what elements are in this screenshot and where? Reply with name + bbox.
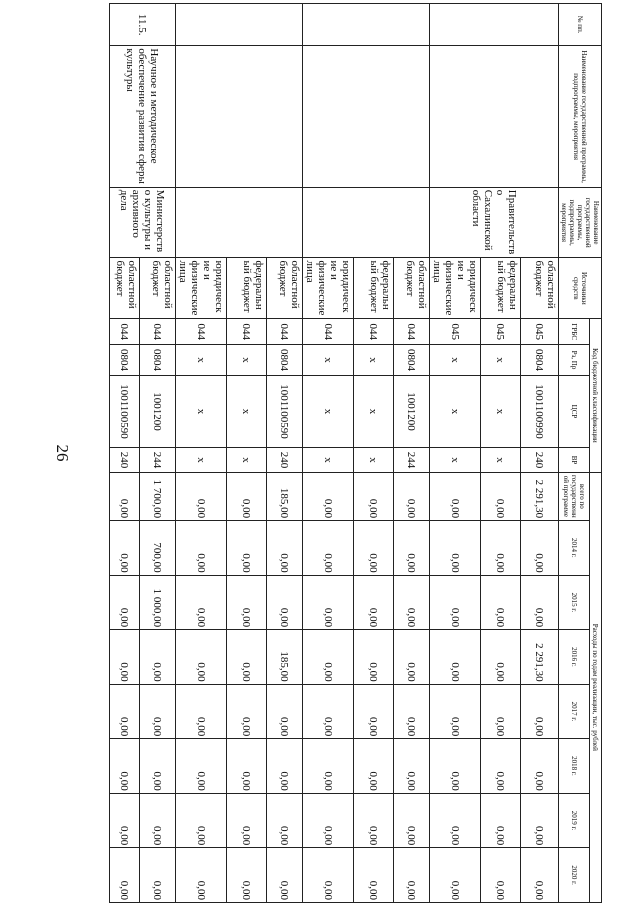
total-cell: 0,00 <box>176 472 227 520</box>
year-value-cell: 0,00 <box>303 521 354 576</box>
vr-cell: 244 <box>394 448 430 472</box>
year-value-cell: 0,00 <box>227 739 267 794</box>
row-number-cell <box>430 4 559 46</box>
budget-table <box>109 3 602 903</box>
vr-cell: x <box>176 448 227 472</box>
year-value-cell: 0,00 <box>394 684 430 739</box>
year-value-cell: 0,00 <box>481 793 521 848</box>
total-cell: 0,00 <box>227 472 267 520</box>
executor-cell <box>176 187 303 258</box>
source-cell: федеральный бюджет <box>227 258 267 319</box>
year-value-cell: 0,00 <box>481 521 521 576</box>
csr-cell: x <box>354 375 394 448</box>
vr-cell: 240 <box>521 448 559 472</box>
year-value-cell: 0,00 <box>354 575 394 630</box>
year-value-cell: 0,00 <box>303 684 354 739</box>
year-value-cell: 0,00 <box>354 630 394 685</box>
total-cell: 0,00 <box>430 472 481 520</box>
year-value-cell: 0,00 <box>430 630 481 685</box>
year-value-cell: 0,00 <box>140 793 176 848</box>
year-value-cell: 0,00 <box>430 575 481 630</box>
grbs-cell: 044 <box>267 319 303 345</box>
rzpr-cell: 0804 <box>140 345 176 375</box>
source-cell: областной бюджет <box>394 258 430 319</box>
header-year: 2015 г. <box>559 575 590 630</box>
measure-name-cell: Научное и методическое обеспечение развития сферы культуры <box>110 46 176 187</box>
rotated-table-container <box>82 3 602 903</box>
page-number: 26 <box>53 444 72 462</box>
year-value-cell: 0,00 <box>303 575 354 630</box>
year-value-cell: 0,00 <box>354 793 394 848</box>
year-value-cell: 0,00 <box>303 739 354 794</box>
measure-name-cell <box>430 46 559 187</box>
year-value-cell: 0,00 <box>227 793 267 848</box>
year-value-cell: 0,00 <box>394 575 430 630</box>
year-value-cell: 0,00 <box>481 848 521 903</box>
header-csr: ЦСР <box>559 375 590 448</box>
year-value-cell: 0,00 <box>481 575 521 630</box>
year-value-cell: 0,00 <box>267 521 303 576</box>
vr-cell: x <box>354 448 394 472</box>
table-row <box>521 4 559 903</box>
executor-cell: Министерство культуры и архивного дела <box>110 187 176 258</box>
total-cell: 0,00 <box>303 472 354 520</box>
year-value-cell: 0,00 <box>481 739 521 794</box>
grbs-cell: 044 <box>227 319 267 345</box>
rzpr-cell: x <box>227 345 267 375</box>
header-row-1 <box>589 4 601 903</box>
source-cell: юридические и физические лица <box>430 258 481 319</box>
year-value-cell: 0,00 <box>110 630 140 685</box>
csr-cell: 1001100990 <box>521 375 559 448</box>
year-value-cell: 0,00 <box>110 684 140 739</box>
grbs-cell: 044 <box>110 319 140 345</box>
total-cell: 0,00 <box>354 472 394 520</box>
year-value-cell: 0,00 <box>354 521 394 576</box>
source-cell: областной бюджет <box>521 258 559 319</box>
year-value-cell: 0,00 <box>430 521 481 576</box>
year-value-cell: 0,00 <box>227 575 267 630</box>
year-value-cell: 0,00 <box>140 630 176 685</box>
rzpr-cell: 0804 <box>110 345 140 375</box>
year-value-cell: 0,00 <box>521 684 559 739</box>
grbs-cell: 045 <box>481 319 521 345</box>
source-cell: юридические и физические лица <box>176 258 227 319</box>
year-value-cell: 0,00 <box>354 739 394 794</box>
year-value-cell: 0,00 <box>430 684 481 739</box>
grbs-cell: 044 <box>303 319 354 345</box>
year-value-cell: 0,00 <box>176 521 227 576</box>
year-value-cell: 0,00 <box>110 521 140 576</box>
year-value-cell: 0,00 <box>176 848 227 903</box>
csr-cell: 1001200 <box>140 375 176 448</box>
year-value-cell: 0,00 <box>176 575 227 630</box>
rzpr-cell: x <box>430 345 481 375</box>
total-cell: 0,00 <box>110 472 140 520</box>
year-value-cell: 0,00 <box>430 793 481 848</box>
year-value-cell: 0,00 <box>267 575 303 630</box>
year-value-cell: 0,00 <box>110 739 140 794</box>
rzpr-cell: x <box>481 345 521 375</box>
source-cell: областной бюджет <box>267 258 303 319</box>
rzpr-cell: x <box>176 345 227 375</box>
year-value-cell: 0,00 <box>176 684 227 739</box>
year-value-cell: 0,00 <box>521 793 559 848</box>
year-value-cell: 0,00 <box>110 848 140 903</box>
header-expenses-group: Расходы по годам реализации, тыс. рублей <box>589 472 601 902</box>
csr-cell: 1001200 <box>394 375 430 448</box>
vr-cell: 240 <box>267 448 303 472</box>
year-value-cell: 0,00 <box>481 630 521 685</box>
csr-cell: x <box>481 375 521 448</box>
vr-cell: 244 <box>140 448 176 472</box>
year-value-cell: 0,00 <box>521 848 559 903</box>
year-value-cell: 0,00 <box>267 684 303 739</box>
year-value-cell: 0,00 <box>394 739 430 794</box>
year-value-cell: 0,00 <box>227 684 267 739</box>
table-row <box>394 4 430 903</box>
total-cell: 0,00 <box>394 472 430 520</box>
year-value-cell: 0,00 <box>176 630 227 685</box>
source-cell: юридические и физические лица <box>303 258 354 319</box>
total-cell: 1 700,00 <box>140 472 176 520</box>
csr-cell: x <box>303 375 354 448</box>
year-value-cell: 0,00 <box>394 521 430 576</box>
year-value-cell: 0,00 <box>140 684 176 739</box>
grbs-cell: 044 <box>140 319 176 345</box>
vr-cell: 240 <box>110 448 140 472</box>
rzpr-cell: x <box>354 345 394 375</box>
year-value-cell: 0,00 <box>267 739 303 794</box>
executor-cell: Правительство Сахалинской области <box>430 187 559 258</box>
year-value-cell: 185,00 <box>267 630 303 685</box>
year-value-cell: 0,00 <box>267 793 303 848</box>
source-cell: областной бюджет <box>110 258 140 319</box>
year-value-cell: 0,00 <box>481 684 521 739</box>
year-value-cell: 0,00 <box>521 575 559 630</box>
year-value-cell: 0,00 <box>227 521 267 576</box>
header-rzpr: Рз, Пр <box>559 345 590 375</box>
vr-cell: x <box>481 448 521 472</box>
year-value-cell: 0,00 <box>227 630 267 685</box>
year-value-cell: 0,00 <box>140 739 176 794</box>
source-cell: областной бюджет <box>140 258 176 319</box>
year-value-cell: 0,00 <box>354 684 394 739</box>
year-value-cell: 0,00 <box>140 848 176 903</box>
header-year: 2020 г. <box>559 848 590 903</box>
csr-cell: x <box>430 375 481 448</box>
header-num: № пп. <box>559 4 602 46</box>
rzpr-cell: 0804 <box>521 345 559 375</box>
header-year: 2014 г. <box>559 521 590 576</box>
year-value-cell: 1 000,00 <box>140 575 176 630</box>
csr-cell: 1001100590 <box>267 375 303 448</box>
executor-cell <box>303 187 430 258</box>
year-value-cell: 0,00 <box>267 848 303 903</box>
vr-cell: x <box>227 448 267 472</box>
table-row <box>267 4 303 903</box>
header-year: 2016 г. <box>559 630 590 685</box>
row-number-cell <box>176 4 303 46</box>
header-total: всего по государственной программе <box>559 472 590 520</box>
header-vr: ВР <box>559 448 590 472</box>
year-value-cell: 0,00 <box>394 630 430 685</box>
vr-cell: x <box>430 448 481 472</box>
rzpr-cell: 0804 <box>267 345 303 375</box>
header-year: 2019 г. <box>559 793 590 848</box>
year-value-cell: 0,00 <box>303 793 354 848</box>
grbs-cell: 045 <box>430 319 481 345</box>
csr-cell: x <box>176 375 227 448</box>
rzpr-cell: x <box>303 345 354 375</box>
measure-name-cell <box>303 46 430 187</box>
measure-name-cell <box>176 46 303 187</box>
total-cell: 2 291,30 <box>521 472 559 520</box>
year-value-cell: 0,00 <box>110 575 140 630</box>
csr-cell: 1001100590 <box>110 375 140 448</box>
header-year: 2017 г. <box>559 684 590 739</box>
year-value-cell: 0,00 <box>430 848 481 903</box>
year-value-cell: 0,00 <box>303 630 354 685</box>
header-grbs: ГРБС <box>559 319 590 345</box>
grbs-cell: 044 <box>176 319 227 345</box>
year-value-cell: 700,00 <box>140 521 176 576</box>
total-cell: 185,00 <box>267 472 303 520</box>
table-row <box>140 4 176 903</box>
header-name: Наименование государственной программы, подпрограммы, мероприятия <box>559 46 602 187</box>
source-cell: федеральный бюджет <box>481 258 521 319</box>
header-year: 2018 г. <box>559 739 590 794</box>
header-source: Источники средств <box>559 258 602 319</box>
year-value-cell: 0,00 <box>521 521 559 576</box>
source-cell: федеральный бюджет <box>354 258 394 319</box>
year-value-cell: 0,00 <box>394 793 430 848</box>
vr-cell: x <box>303 448 354 472</box>
total-cell: 0,00 <box>481 472 521 520</box>
grbs-cell: 044 <box>354 319 394 345</box>
grbs-cell: 045 <box>521 319 559 345</box>
row-number-cell: 11.5. <box>110 4 176 46</box>
grbs-cell: 044 <box>394 319 430 345</box>
year-value-cell: 0,00 <box>110 793 140 848</box>
rzpr-cell: 0804 <box>394 345 430 375</box>
year-value-cell: 0,00 <box>354 848 394 903</box>
header-code-group: Код бюджетной классификации <box>589 319 601 473</box>
year-value-cell: 0,00 <box>303 848 354 903</box>
year-value-cell: 2 291,30 <box>521 630 559 685</box>
year-value-cell: 0,00 <box>521 739 559 794</box>
row-number-cell <box>303 4 430 46</box>
year-value-cell: 0,00 <box>227 848 267 903</box>
header-executor: Наименование государственной программы, подпрограммы, мероприятия <box>559 187 602 258</box>
year-value-cell: 0,00 <box>394 848 430 903</box>
year-value-cell: 0,00 <box>430 739 481 794</box>
year-value-cell: 0,00 <box>176 793 227 848</box>
csr-cell: x <box>227 375 267 448</box>
year-value-cell: 0,00 <box>176 739 227 794</box>
